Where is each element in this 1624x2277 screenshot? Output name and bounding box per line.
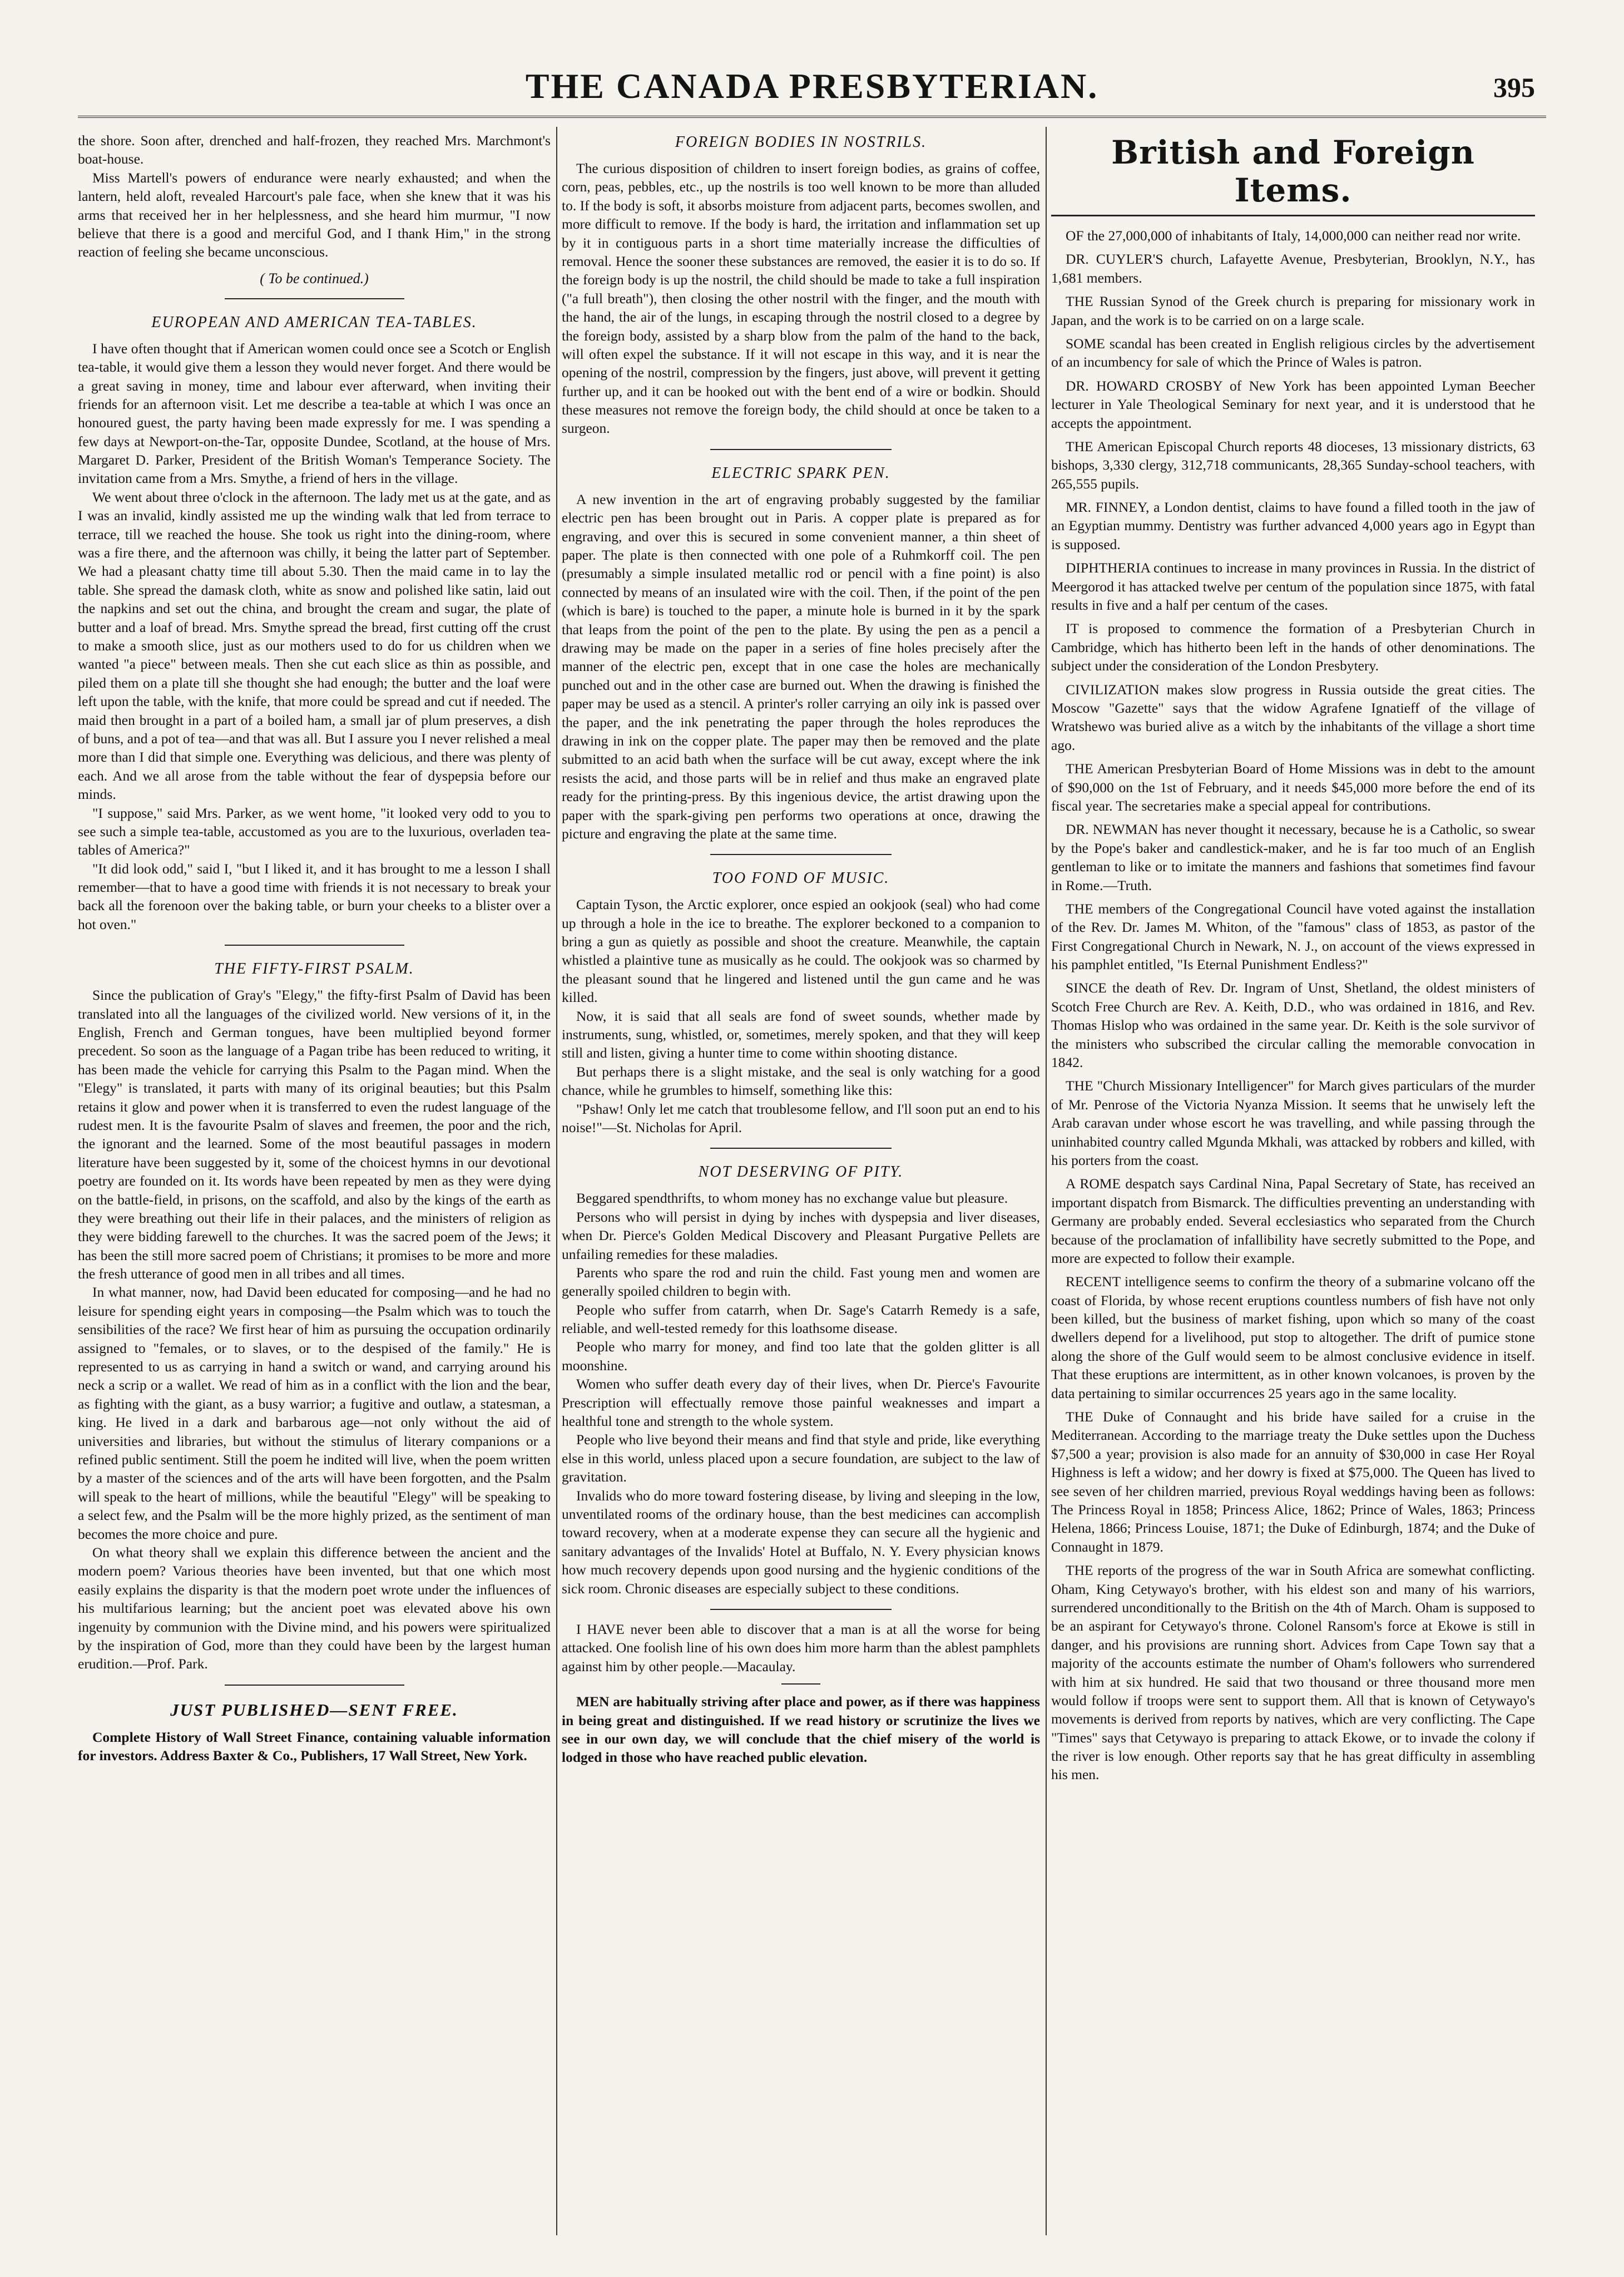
article-heading: ELECTRIC SPARK PEN. [711,464,890,482]
news-item: DR. NEWMAN has never thought it necessary, because he is a Catholic, so swear by the Pope's baker and candlestick-maker, and he is far too much of an English gentleman to like or to imitate the manners and fashions that sometimes find favour in Rome.—Truth. [1051,821,1535,893]
article-heading: EUROPEAN AND AMERICAN TEA-TABLES. [151,313,477,331]
section-rule [781,1683,820,1685]
article-paragraph: Captain Tyson, the Arctic explorer, once espied an ookjook (seal) who had come up through a hole in the ice to breathe. The explorer beckoned to a companion to bring a gun as quietly as possible and shoot the creature. Meanwhile, the captain whistled a plaintive tune as musically as he could. The ookjook was so charmed by the pleasant sound that he lingered and listened until the gun came and he was killed. [562,896,1040,1006]
column-divider [1046,127,1047,2235]
column-divider [556,127,557,2235]
news-item: SOME scandal has been created in English religious circles by the advertisement of an incumbency for sale of which the Prince of Wales is patron. [1051,335,1535,371]
news-item: DIPHTHERIA continues to increase in many provinces in Russia. In the district of Meergorod it has attacked twelve per centum of the population since 1875, with fatal results in five and a half per centum of the cases. [1051,560,1535,614]
article-heading: NOT DESERVING OF PITY. [698,1163,904,1181]
items-section-title: British and Foreign Items. [1051,134,1535,216]
article-paragraph: I have often thought that if American women could once see a Scotch or English tea-table, it would give them a lesson they would never forget. And there would be a great saving in money, time and labour ever afterward, when inviting their friends for an afternoon visit. Let me describe a tea-table at which I was once an honoured guest, the party having been made expressly for me. I was spending a few days at Newport-on-the-Tar, opposite Dundee, Scotland, at the house of Mrs. Margaret D. Parker, President of the British Woman's Temperance Society. The invitation came from a Mrs. Smythe, a friend of hers in the village. [78,340,551,487]
newspaper-title: THE CANADA PRESBYTERIAN. [525,66,1099,106]
news-item: CIVILIZATION makes slow progress in Russia outside the great cities. The Moscow "Gazette" says that the widow Agrafene Ignatieff of the village of Wratshewo was buried alive as a witch by the inhabitants of the village a short time ago. [1051,681,1535,753]
article-paragraph: Persons who will persist in dying by inches with dyspepsia and liver diseases, when Dr. Pierce's Golden Medical Discovery and Pleasant Purgative Pellets are unfailing remedies for these maladies. [562,1208,1040,1262]
news-item: THE Duke of Connaught and his bride have sailed for a cruise in the Mediterranean. According to the marriage treaty the Duke settles upon the Duchess $7,500 a year; provision is also made for an annuity of $30,000 in case Her Royal Highness is left a widow; and her dowry is fixed at $75,000. The Queen has lived to see seven of her children married, previous Royal weddings having been as follows: The Princess Royal in 1858; Princess Alice, 1862; Prince of Wales, 1863; Princess Helena, 1866; Princess Louise, 1871; the Duke of Edinburgh, 1874; and the Duke of Connaught in 1879. [1051,1409,1535,1555]
article-paragraph: We went about three o'clock in the afternoon. The lady met us at the gate, and as I was an invalid, kindly assisted me up the winding walk that led from terrace to terrace, till we reached the house. She took us right into the dining-room, where was a fire there, and the afternoon was chilly, it being the latter part of September. We had a pleasant chatty time till about 5.30. Then the maid came in to lay the table. She spread the damask cloth, white as snow and polished like satin, laid out the napkins and set out the china, and brought the cream and sugar, the plate of butter and a loaf of bread. Mrs. Smythe spread the bread, first cutting off the crust to make a smooth slice, just as our mothers used to do for us children when we wanted "a piece" between meals. Then she cut each slice as thin as possible, and piled them on a plate till she thought she had enough; the butter and the loaf were left upon the table, with the knife, that more could be spread and cut if needed. The maid then brought in a part of a boiled ham, a small jar of plum preserves, a dish of buns, and a pot of tea—and that was all. But I assure you I never relished a meal more than I did that simple one. Everything was delicious, and there was plenty of each. And we all arose from the table without the fear of dyspepsia before our minds. [78,488,551,803]
news-item: THE members of the Congregational Council have voted against the installation of the Rev. Dr. James M. Whiton, of the "famous" class of 1853, as pastor of the First Congregational Church in Newark, N. J., on account of the views expressed in his pamphlet entitled, "Is Eternal Punishment Endless?" [1051,900,1535,973]
article-paragraph: But perhaps there is a slight mistake, and the seal is only watching for a good chance, while he grumbles to himself, something like this: [562,1063,1040,1099]
news-item: THE reports of the progress of the war in South Africa are somewhat conflicting. Oham, King Cetywayo's brother, with his eldest son and many of his warriors, surrendered unconditionally to the British on the 4th of March. Oham is supposed to be an aspirant for Cetywayo's throne. Colonel Ransom's force at Ekowe is still in danger, and his provisions are running short. Advices from Cape Town say that a majority of the accounts estimate the number of Oham's followers who surrendered with him at six hundred. He said that two thousand or three thousand more men would follow if troops were sent to support them. All that is known of Cetywayo's movements is derived from reports by natives, which are very conflicting. The Cape "Times" says that Cetywayo is preparing to attack Ekowe, or to invade the colony if the river is low enough. Other reports say that he has great difficulty in assembling his men. [1051,1562,1535,1783]
section-rule [710,1609,892,1610]
news-item: OF the 27,000,000 of inhabitants of Italy, 14,000,000 can neither read nor write. [1066,228,1521,244]
article-paragraph: Now, it is said that all seals are fond of sweet sounds, whether made by instruments, sung, whistled, or, sometimes, merely spoken, and that they will keep still and listen, giving a hunter time to come within shooting distance. [562,1007,1040,1061]
article-paragraph: Since the publication of Gray's "Elegy," the fifty-first Psalm of David has been translated into all the languages of the civilized world. New versions of it, in the English, French and German tongues, have been multiplied beyond former precedent. So soon as the language of a Pagan tribe has been reduced to writing, it has been made the vehicle for carrying this Psalm to the Pagan mind. When the "Elegy" is translated, it parts with many of its original beauties; but this Psalm retains it glow and power when it is transferred to even the rudest language of the rudest men. It is the favourite Psalm of slaves and freemen, the poor and the rich, the ignorant and the learned. Some of the most beautiful passages in modern literature have been suggested by it, some of the choicest hymns in our devotional poetry are founded on it. Its words have been repeated by men as they were dying on the battle-field, in prisons, on the scaffold, and also by the kings of the earth as they were breathing out their life in their palaces, and the ministers of religion as they were bidding farewell to the churches. It was the sacred poem of the Jews; it has been the still more sacred poem of Christians; it promises to be more and more the fresh utterance of good men in all tribes and all times. [78,987,551,1282]
masthead-rule [78,116,1546,118]
article-paragraph: "I suppose," said Mrs. Parker, as we went home, "it looked very odd to you to see such a simple tea-table, accustomed as you are to the luxurious, overladen tea-tables of America?" [78,804,551,858]
serial-paragraph: the shore. Soon after, drenched and half-frozen, they reached Mrs. Marchmont's boat-house. [78,132,551,167]
serial-paragraph: Miss Martell's powers of endurance were nearly exhausted; and when the lantern, held aloft, revealed Harcourt's pale face, when she knew that it was his arms that received her in her helplessness, and she heard him murmur, "I now believe that there is a good and merciful God, and I thank Him," in the strong reaction of feeling she became unconscious. [78,169,551,260]
column-2 [562,131,1040,2234]
news-item: MR. FINNEY, a London dentist, claims to have found a filled tooth in the jaw of an Egyptian mummy. Dentistry was further advanced 4,000 years ago in Egypt than is supposed. [1051,499,1535,552]
article-paragraph: "Pshaw! Only let me catch that troublesome fellow, and I'll soon put an end to his noise!"—St. Nicholas for April. [562,1100,1040,1135]
page-number: 395 [1493,72,1535,103]
article-heading: THE FIFTY-FIRST PSALM. [214,960,414,978]
article-paragraph: On what theory shall we explain this difference between the ancient and the modern poem? Various theories have been invented, but that one which most easily explains the disparity is that the modern poet wrote under the influences of his multifarious learning; but the ancient poet was elevated above his own ingenuity by communion with the Divine mind, and his powers were spiritualized by the inspiration of God, more than they could have been by the largest human erudition.—Prof. Park. [78,1544,551,1672]
quote-paragraph: I HAVE never been able to discover that a man is at all the worse for being attacked. One foolish line of his own does him more harm than the ablest pamphlets against him by other people.—Macaulay. [562,1621,1040,1675]
section-rule [710,1148,892,1149]
column-1 [78,131,551,2234]
column-3 [1051,131,1535,2234]
advertisement-heading: JUST PUBLISHED—SENT FREE. [170,1700,458,1720]
article-paragraph: A new invention in the art of engraving probably suggested by the familiar electric pen has been brought out in Paris. A copper plate is prepared as for engraving, and over this is secured in some convenient manner, a thin sheet of paper. The plate is then connected with one pole of a Ruhmkorff coil. The pen (presumably a simple insulated metallic rod or pencil with a fine point) is also connected by means of an insulated wire with the coil. Then, if the point of the pen (which is bare) is touched to the paper, a minute hole is burned in it by the spark that leaps from the point of the pen to the plate. By using the pen as a pencil a drawing may be made on the paper in a series of fine holes precisely after the manner of the electric pen, except that in one case the holes are mechanically punched out and in the other case are burned out. When the drawing is finished the paper may be used as a stencil. A printer's roller carrying an oily ink is passed over the paper, and the ink penetrating the paper through the holes reproduces the drawing in ink on the copper plate. The paper may then be removed and the plate submitted to an acid bath when the surface will be cut away, except where the ink resists the acid, and those parts will be in relief and thus make an engraved plate ready for the printing-press. By this ingenious device, the artist drawing upon the paper with the spark-giving pen performs two operations at once, drawing the picture and engraving the plate at the same time. [562,491,1040,842]
news-item: RECENT intelligence seems to confirm the theory of a submarine volcano off the coast of Florida, by whose recent eruptions countless numbers of fish have not only been killed, but the business of market fishing, upon which so many of the coast dwellers depend for a livelihood, put stop to altogether. The drift of pumice stone along the shore of the Gulf would seem to be almost conclusive evidence in itself. That these eruptions are intermittent, as in other known volcanoes, is proven by the data pertaining to similar occurrences 25 years ago in the same locality. [1051,1273,1535,1401]
article-paragraph: People who live beyond their means and find that style and pride, like everything else in this world, unless placed upon a secure foundation, are subject to the law of gravitation. [562,1431,1040,1485]
article-paragraph: People who suffer from catarrh, when Dr. Sage's Catarrh Remedy is a safe, reliable, and well-tested remedy for this loathsome disease. [562,1301,1040,1337]
continued-note: ( To be continued.) [260,270,369,287]
news-item: A ROME despatch says Cardinal Nina, Papal Secretary of State, has received an important dispatch from Bismarck. The difficulties preventing an understanding with Germany are probably ended. Several ecclesiastics who separated from the Church because of the proclamation of infallibility have secretly submitted to the Pope, and more are expected to follow their example. [1051,1175,1535,1266]
news-item: DR. HOWARD CROSBY of New York has been appointed Lyman Beecher lecturer in Yale Theological Seminary for next year, and it is understood that he accepts the appointment. [1051,377,1535,431]
advertisement-text: Complete History of Wall Street Finance, containing valuable information for investors. Address Baxter & Co., Publishers, 17 Wall Street, New York. [78,1728,551,1764]
article-paragraph: "It did look odd," said I, "but I liked it, and it has brought to me a lesson I shall remember—that to have a good time with friends it is not necessary to break your back all the forenoon over the baking table, or burn your cheeks to a blister over a hot oven." [78,860,551,932]
news-item: DR. CUYLER'S church, Lafayette Avenue, Presbyterian, Brooklyn, N.Y., has 1,681 members. [1051,251,1535,286]
article-heading: TOO FOND OF MUSIC. [712,870,890,887]
news-item: SINCE the death of Rev. Dr. Ingram of Unst, Shetland, the oldest ministers of Scotch Free Church are Rev. A. Keith, D.D., who was ordained in 1816, and Rev. Thomas Hislop who was ordained in the same year. Dr. Keith is the sole survivor of the ministers who subscribed the circular calling the memorable convocation in 1842. [1051,980,1535,1071]
section-rule [710,854,892,855]
article-paragraph: Parents who spare the rod and ruin the child. Fast young men and women are generally spoiled children to begin with. [562,1264,1040,1300]
section-rule [225,945,404,946]
section-rule [225,1685,404,1686]
article-paragraph: In what manner, now, had David been educated for composing—and he had no leisure for spending eight years in composing—the Psalm which was to touch the sensibilities of the race? We first hear of him as pursuing the occupation ordinarily assigned to "females, or to slaves, or to the despised of the family." He is represented to us as carrying in hand a switch or wand, and carrying around his neck a scrip or a wallet. We read of him as in a conflict with the lion and the bear, as fighting with the giant, as a busy warrior; a fugitive and outlaw, a statesman, a king. He lived in a dark and barbarous age—not only without the aid of universities and libraries, but without the stimulus of literary companions or a refined public sentiment. Still the poem he indited will live, when the poem written by a master of the sciences and of the arts will have been forgotten, and the Psalm will speak to the heart of millions, while the beautiful "Elegy" will be speaking to a select few, and the Psalm will be the more highly prized, as the sentiment of man becomes the more choice and pure. [78,1284,551,1542]
article-paragraph: The curious disposition of children to insert foreign bodies, as grains of coffee, corn, peas, pebbles, etc., up the nostrils is too well known to be more than alluded to. If the body is soft, it absorbs moisture from adjacent parts, becomes swollen, and more difficult to remove. If the body is hard, the irritation and inflammation set up by it in contiguous parts in a short time materially increase the difficulties of removal. Hence the sooner these substances are removed, the easier it is to do so. If the foreign body is up the nostril, the child should be made to take a full inspiration ("a full breath"), then closing the other nostril with the finger, and the mouth with the hand, the air of the lungs, in escaping through the nostril closed to a degree by the foreign body, assisted by a sharp blow from the palm of the hand to the back, will often expel the substance. If it will not escape in this way, and it is near the opening of the nostril, compression by the fingers, just above, will prevent it getting further up, and it can be hooked out with the bent end of a wire or bodkin. Should these measures not remove the foreign body, the child should at once be taken to a surgeon. [562,160,1040,437]
article-paragraph: Invalids who do more toward fostering disease, by living and sleeping in the low, unventilated rooms of the ordinary house, than the best medicines can accomplish toward recovery, when at a moderate expense they can secure all the hygienic and sanitary advantages of the Invalids' Hotel at Buffalo, N. Y. Every physician knows how much recovery depends upon good nursing and the hygienic conditions of the sick room. Chronic diseases are especially subject to these conditions. [562,1487,1040,1597]
article-paragraph: People who marry for money, and find too late that the golden glitter is all moonshine. [562,1338,1040,1374]
section-rule [225,298,404,299]
article-paragraph: Women who suffer death every day of their lives, when Dr. Pierce's Favourite Prescription will effectually remove those painful weaknesses and impart a healthful tone and strength to the whole system. [562,1376,1040,1430]
section-rule [710,449,892,450]
quote-paragraph: MEN are habitually striving after place and power, as if there was happiness in being great and distinguished. If we read history or scrutinize the lives we see in our own day, we will conclude that the chief misery of the world is lodged in those who have reached public elevation. [562,1693,1040,1766]
news-item: THE Russian Synod of the Greek church is preparing for missionary work in Japan, and the work is to be carried on on a large scale. [1051,293,1535,328]
news-item: THE "Church Missionary Intelligencer" for March gives particulars of the murder of Mr. Penrose of the Victoria Nyanza Mission. It seems that he unwisely left the Arab caravan under whose escort he was travelling, and while passing through the uninhabited country called Mgunda Mkhali, was attacked by robbers and killed, with his porters from the coast. [1051,1078,1535,1168]
news-item: IT is proposed to commence the formation of a Presbyterian Church in Cambridge, which has hitherto been left in the hands of other denominations. The subject under the consideration of the London Presbytery. [1051,620,1535,674]
article-paragraph: Beggared spendthrifts, to whom money has no exchange value but pleasure. [576,1190,1008,1207]
news-item: THE American Episcopal Church reports 48 dioceses, 13 missionary districts, 63 bishops, 3,330 clergy, 312,718 communicants, 28,365 Sunday-school teachers, with 265,555 pupils. [1051,438,1535,492]
news-item: THE American Presbyterian Board of Home Missions was in debt to the amount of $90,000 on the 1st of February, and it needs $45,000 more before the end of its fiscal year. The secretaries make a special appeal for contributions. [1051,760,1535,814]
article-heading: FOREIGN BODIES IN NOSTRILS. [675,134,927,151]
